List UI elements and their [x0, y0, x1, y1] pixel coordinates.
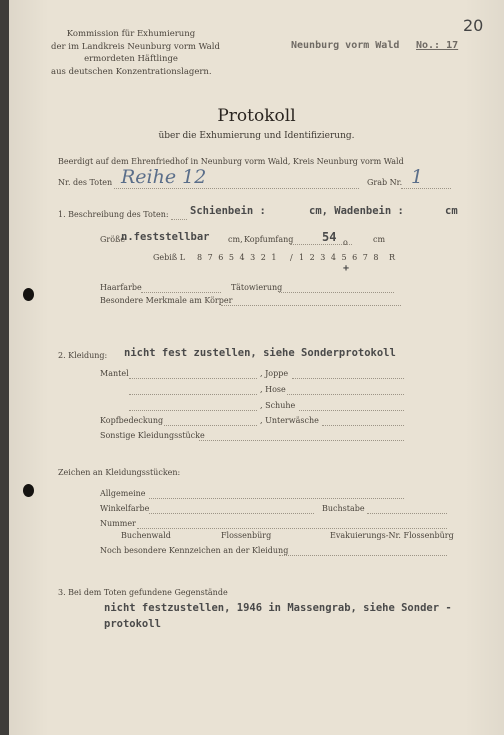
hose-label: , Hose	[260, 385, 286, 394]
nr-value: Reihe 12	[121, 166, 207, 188]
section3-label: 3. Bei dem Toten gefundene Gegenstände	[58, 588, 228, 597]
hose-dots	[287, 394, 404, 395]
burial-line: Beerdigt auf dem Ehrenfriedhof in Neunburg vorm Wald, Kreis Neunburg vorm Wald	[58, 157, 404, 166]
nr-label: Nr. des Toten	[58, 178, 113, 187]
org-line-2: der im Landkreis Neunburg vorm Wald	[51, 41, 220, 52]
joppe-label: , Joppe	[260, 369, 289, 378]
groesse-value: n.feststellbar	[121, 231, 210, 243]
kopfumfang-mark: o	[343, 238, 348, 247]
kleidung-value: nicht fest zustellen, siehe Sonderprotokoll	[124, 347, 396, 359]
document-page	[9, 0, 504, 735]
sonstige-dots	[199, 440, 404, 441]
commission-header	[51, 28, 220, 78]
punch-hole-top	[23, 288, 34, 301]
groesse-label: Größe	[100, 235, 126, 244]
section1-label: 1. Beschreibung des Toten:	[58, 210, 169, 219]
sonstige-label: Sonstige Kleidungsstücke	[100, 431, 205, 440]
schuhe-label: , Schuhe	[260, 401, 296, 410]
gegenstaende-line2: protokoll	[104, 618, 161, 630]
haarfarbe-dots	[141, 292, 221, 293]
org-line-3: ermordeten Häftlinge	[84, 54, 178, 64]
kopfbedeckung-dots	[164, 425, 257, 426]
merkmale-dots	[221, 305, 401, 306]
grab-dotted-line	[401, 188, 451, 189]
zeichen-label: Zeichen an Kleidungsstücken:	[58, 468, 181, 477]
winkelfarbe-label: Winkelfarbe	[100, 504, 150, 513]
gebiss-r: R	[389, 253, 396, 262]
noch-dots	[279, 555, 447, 556]
org-line-1: Kommission für Exhumierung	[66, 29, 196, 39]
winkelfarbe-dots	[149, 513, 314, 514]
schuhe-dots	[299, 410, 404, 411]
flossenbuerg-label: Flossenbürg	[221, 531, 272, 540]
kopfumfang-cm: cm	[373, 235, 386, 244]
unterwaesche-label: , Unterwäsche	[260, 416, 319, 425]
merkmale-label: Besondere Merkmale am Körper	[100, 296, 233, 305]
grab-label: Grab Nr.	[367, 178, 403, 187]
nummer-label: Nummer	[100, 519, 136, 528]
gebiss-left: 8 7 6 5 4 3 2 1	[197, 253, 279, 262]
buchstabe-dots	[367, 513, 447, 514]
page-subtitle: über die Exhumierung und Identifizierung.	[158, 131, 355, 141]
grab-value: 1	[411, 166, 424, 188]
page-title: Protokoll	[217, 106, 296, 126]
gebiss-label: Gebiß L	[153, 253, 186, 262]
gebiss-right: 1 2 3 4 5 6 7 8	[299, 253, 381, 262]
noch-label: Noch besondere Kennzeichen an der Kleidung	[100, 546, 289, 555]
kopfumfang-label: Kopfumfang	[244, 235, 294, 244]
taetowierung-label: Tätowierung	[231, 283, 283, 292]
allgemeine-dots	[149, 498, 404, 499]
nr-dotted-line	[114, 188, 359, 189]
haarfarbe-label: Haarfarbe	[100, 283, 142, 292]
mantel-dots	[129, 378, 257, 379]
section2-label: 2. Kleidung:	[58, 351, 108, 360]
org-line-4: aus deutschen Konzentrationslagern.	[51, 66, 212, 77]
schienbein-label: Schienbein :	[190, 205, 266, 217]
joppe-dots	[292, 378, 404, 379]
hose-left-dots	[129, 394, 257, 395]
kopfbedeckung-label: Kopfbedeckung	[100, 416, 164, 425]
gegenstaende-line1: nicht festzustellen, 1946 in Massengrab, siehe Sonder -	[104, 602, 452, 614]
mantel-label: Mantel	[100, 369, 129, 378]
gebiss-mark: +	[343, 263, 350, 274]
nummer-dots	[137, 528, 447, 529]
gebiss-separator: /	[290, 253, 293, 262]
buchenwald-label: Buchenwald	[121, 531, 171, 540]
evakuierungs-label: Evakuierungs-Nr. Flossenbürg	[330, 531, 454, 540]
wadenbein-label: cm, Wadenbein :	[309, 205, 404, 217]
punch-hole-bottom	[23, 484, 34, 497]
unterwaesche-dots	[322, 425, 404, 426]
allgemeine-label: Allgemeine	[100, 489, 146, 498]
schuhe-left-dots	[129, 410, 257, 411]
groesse-cm: cm,	[228, 235, 243, 244]
wadenbein-cm: cm	[445, 205, 458, 217]
kopfumfang-value: 54	[322, 230, 337, 244]
taetowierung-dots	[279, 292, 394, 293]
section1-dots	[171, 219, 187, 220]
page-number: 20	[463, 16, 484, 35]
buchstabe-label: Buchstabe	[322, 504, 365, 513]
number-stamp: No.: 17	[416, 40, 459, 51]
place-stamp: Neunburg vorm Wald	[291, 40, 400, 51]
